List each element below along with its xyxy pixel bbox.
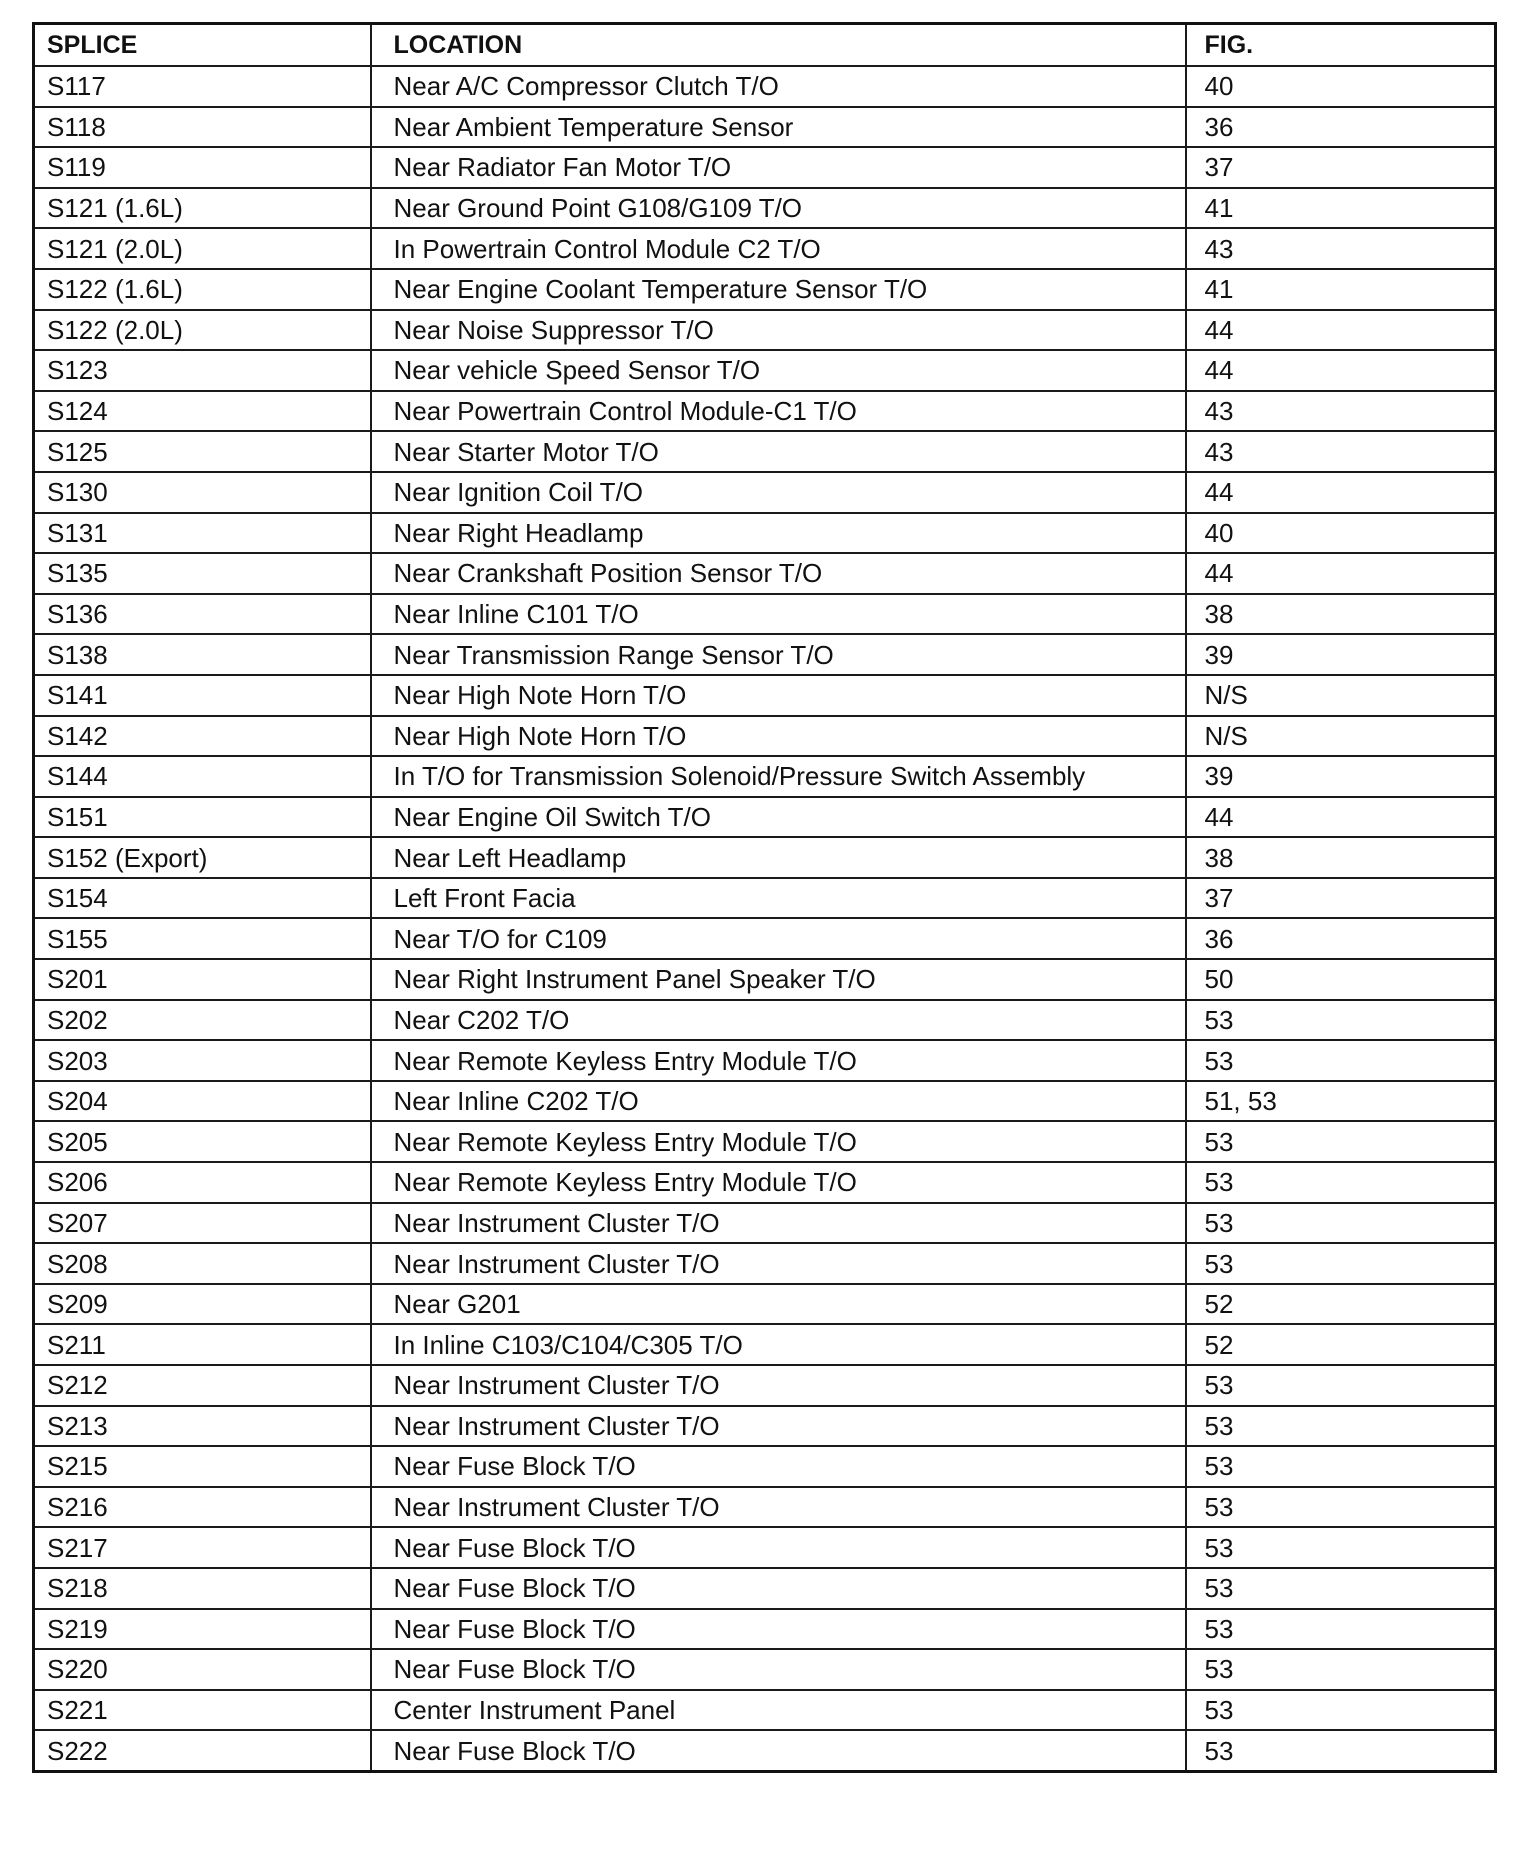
table-row — [34, 1000, 1496, 1041]
cell-location: Near Left Headlamp — [371, 837, 1186, 878]
table-row — [34, 66, 1496, 107]
cell-splice: S122 (1.6L) — [34, 269, 371, 310]
cell-location: Near Crankshaft Position Sensor T/O — [371, 553, 1186, 594]
cell-fig: 44 — [1186, 350, 1496, 391]
table-row — [34, 959, 1496, 1000]
cell-location: Near C202 T/O — [371, 1000, 1186, 1041]
cell-location: Near Right Instrument Panel Speaker T/O — [371, 959, 1186, 1000]
table-row — [34, 1284, 1496, 1325]
table-row — [34, 1324, 1496, 1365]
table-header-row — [34, 24, 1496, 67]
table-row — [34, 716, 1496, 757]
table-row — [34, 1730, 1496, 1771]
cell-location: Near Fuse Block T/O — [371, 1730, 1186, 1771]
cell-location: Near Remote Keyless Entry Module T/O — [371, 1162, 1186, 1203]
cell-splice: S142 — [34, 716, 371, 757]
table-row — [34, 431, 1496, 472]
cell-splice: S209 — [34, 1284, 371, 1325]
cell-splice: S155 — [34, 918, 371, 959]
cell-splice: S124 — [34, 391, 371, 432]
cell-location: In T/O for Transmission Solenoid/Pressure Switch Assembly — [371, 756, 1186, 797]
cell-fig: 37 — [1186, 878, 1496, 919]
cell-fig: 36 — [1186, 107, 1496, 148]
table-row — [34, 1649, 1496, 1690]
table-body — [34, 66, 1496, 1771]
table-row — [34, 472, 1496, 513]
cell-fig: 53 — [1186, 1243, 1496, 1284]
cell-splice: S222 — [34, 1730, 371, 1771]
cell-location: Left Front Facia — [371, 878, 1186, 919]
cell-location: Near Ambient Temperature Sensor — [371, 107, 1186, 148]
table-row — [34, 107, 1496, 148]
table-row — [34, 1162, 1496, 1203]
table-row — [34, 553, 1496, 594]
cell-fig: N/S — [1186, 675, 1496, 716]
cell-location: Near Fuse Block T/O — [371, 1609, 1186, 1650]
cell-splice: S205 — [34, 1121, 371, 1162]
cell-fig: 50 — [1186, 959, 1496, 1000]
table-row — [34, 228, 1496, 269]
cell-splice: S154 — [34, 878, 371, 919]
header-fig: FIG. — [1186, 24, 1496, 67]
table-row — [34, 1040, 1496, 1081]
table-row — [34, 1081, 1496, 1122]
cell-fig: 53 — [1186, 1121, 1496, 1162]
table-row — [34, 1406, 1496, 1447]
cell-location: Near Ignition Coil T/O — [371, 472, 1186, 513]
table-row — [34, 837, 1496, 878]
table-row — [34, 797, 1496, 838]
cell-location: Near Remote Keyless Entry Module T/O — [371, 1121, 1186, 1162]
cell-fig: 51, 53 — [1186, 1081, 1496, 1122]
cell-location: Center Instrument Panel — [371, 1690, 1186, 1731]
cell-fig: 44 — [1186, 310, 1496, 351]
cell-fig: 53 — [1186, 1730, 1496, 1771]
cell-fig: 41 — [1186, 188, 1496, 229]
cell-splice: S135 — [34, 553, 371, 594]
cell-splice: S218 — [34, 1568, 371, 1609]
table-row — [34, 147, 1496, 188]
cell-fig: 44 — [1186, 553, 1496, 594]
table-row — [34, 878, 1496, 919]
cell-location: Near Radiator Fan Motor T/O — [371, 147, 1186, 188]
cell-location: Near A/C Compressor Clutch T/O — [371, 66, 1186, 107]
cell-location: Near Instrument Cluster T/O — [371, 1243, 1186, 1284]
cell-fig: 36 — [1186, 918, 1496, 959]
cell-location: Near T/O for C109 — [371, 918, 1186, 959]
cell-splice: S207 — [34, 1203, 371, 1244]
cell-fig: N/S — [1186, 716, 1496, 757]
cell-splice: S206 — [34, 1162, 371, 1203]
cell-fig: 53 — [1186, 1162, 1496, 1203]
cell-location: Near Instrument Cluster T/O — [371, 1406, 1186, 1447]
cell-splice: S123 — [34, 350, 371, 391]
cell-location: Near Fuse Block T/O — [371, 1446, 1186, 1487]
cell-splice: S201 — [34, 959, 371, 1000]
table-row — [34, 1446, 1496, 1487]
cell-fig: 44 — [1186, 797, 1496, 838]
cell-fig: 43 — [1186, 228, 1496, 269]
cell-fig: 53 — [1186, 1609, 1496, 1650]
cell-splice: S221 — [34, 1690, 371, 1731]
cell-splice: S141 — [34, 675, 371, 716]
cell-splice: S131 — [34, 513, 371, 554]
table-row — [34, 1203, 1496, 1244]
cell-location: Near High Note Horn T/O — [371, 675, 1186, 716]
cell-location: Near G201 — [371, 1284, 1186, 1325]
cell-splice: S220 — [34, 1649, 371, 1690]
table-row — [34, 1527, 1496, 1568]
header-location: LOCATION — [371, 24, 1186, 67]
cell-splice: S202 — [34, 1000, 371, 1041]
cell-location: Near Engine Coolant Temperature Sensor T/O — [371, 269, 1186, 310]
cell-fig: 52 — [1186, 1284, 1496, 1325]
cell-fig: 41 — [1186, 269, 1496, 310]
cell-location: In Inline C103/C104/C305 T/O — [371, 1324, 1186, 1365]
cell-location: Near Fuse Block T/O — [371, 1568, 1186, 1609]
cell-splice: S125 — [34, 431, 371, 472]
table-row — [34, 1609, 1496, 1650]
table-row — [34, 1690, 1496, 1731]
cell-location: Near Instrument Cluster T/O — [371, 1365, 1186, 1406]
table-row — [34, 310, 1496, 351]
cell-splice: S212 — [34, 1365, 371, 1406]
cell-splice: S121 (1.6L) — [34, 188, 371, 229]
cell-fig: 40 — [1186, 66, 1496, 107]
cell-fig: 53 — [1186, 1040, 1496, 1081]
cell-fig: 53 — [1186, 1527, 1496, 1568]
cell-splice: S119 — [34, 147, 371, 188]
cell-location: Near Powertrain Control Module-C1 T/O — [371, 391, 1186, 432]
cell-splice: S152 (Export) — [34, 837, 371, 878]
table-row — [34, 188, 1496, 229]
cell-location: Near Inline C202 T/O — [371, 1081, 1186, 1122]
cell-location: Near Right Headlamp — [371, 513, 1186, 554]
cell-location: Near Inline C101 T/O — [371, 594, 1186, 635]
cell-fig: 53 — [1186, 1690, 1496, 1731]
cell-location: Near Fuse Block T/O — [371, 1527, 1186, 1568]
cell-fig: 53 — [1186, 1568, 1496, 1609]
cell-location: Near High Note Horn T/O — [371, 716, 1186, 757]
cell-fig: 53 — [1186, 1406, 1496, 1447]
splice-table-sheet — [32, 22, 1494, 1773]
cell-splice: S130 — [34, 472, 371, 513]
cell-splice: S217 — [34, 1527, 371, 1568]
table-row — [34, 391, 1496, 432]
cell-splice: S144 — [34, 756, 371, 797]
cell-splice: S151 — [34, 797, 371, 838]
cell-fig: 40 — [1186, 513, 1496, 554]
table-row — [34, 1487, 1496, 1528]
table-row — [34, 513, 1496, 554]
cell-location: Near Remote Keyless Entry Module T/O — [371, 1040, 1186, 1081]
cell-fig: 53 — [1186, 1365, 1496, 1406]
cell-location: Near Starter Motor T/O — [371, 431, 1186, 472]
cell-splice: S213 — [34, 1406, 371, 1447]
splice-table — [32, 22, 1497, 1773]
cell-fig: 52 — [1186, 1324, 1496, 1365]
cell-fig: 39 — [1186, 634, 1496, 675]
cell-splice: S204 — [34, 1081, 371, 1122]
cell-splice: S121 (2.0L) — [34, 228, 371, 269]
cell-fig: 53 — [1186, 1446, 1496, 1487]
table-row — [34, 269, 1496, 310]
cell-fig: 53 — [1186, 1000, 1496, 1041]
cell-fig: 44 — [1186, 472, 1496, 513]
cell-fig: 38 — [1186, 837, 1496, 878]
header-splice: SPLICE — [34, 24, 371, 67]
table-row — [34, 1568, 1496, 1609]
cell-splice: S117 — [34, 66, 371, 107]
cell-splice: S203 — [34, 1040, 371, 1081]
cell-location: Near Transmission Range Sensor T/O — [371, 634, 1186, 675]
cell-location: Near Engine Oil Switch T/O — [371, 797, 1186, 838]
cell-splice: S216 — [34, 1487, 371, 1528]
table-row — [34, 1243, 1496, 1284]
cell-location: Near Fuse Block T/O — [371, 1649, 1186, 1690]
cell-location: Near Noise Suppressor T/O — [371, 310, 1186, 351]
cell-splice: S122 (2.0L) — [34, 310, 371, 351]
table-row — [34, 918, 1496, 959]
cell-splice: S208 — [34, 1243, 371, 1284]
table-row — [34, 1365, 1496, 1406]
cell-fig: 43 — [1186, 431, 1496, 472]
cell-fig: 53 — [1186, 1487, 1496, 1528]
cell-fig: 53 — [1186, 1203, 1496, 1244]
cell-splice: S138 — [34, 634, 371, 675]
cell-fig: 43 — [1186, 391, 1496, 432]
cell-fig: 38 — [1186, 594, 1496, 635]
cell-location: Near vehicle Speed Sensor T/O — [371, 350, 1186, 391]
table-row — [34, 634, 1496, 675]
cell-splice: S211 — [34, 1324, 371, 1365]
cell-fig: 39 — [1186, 756, 1496, 797]
cell-fig: 37 — [1186, 147, 1496, 188]
cell-splice: S136 — [34, 594, 371, 635]
table-row — [34, 756, 1496, 797]
cell-fig: 53 — [1186, 1649, 1496, 1690]
table-row — [34, 1121, 1496, 1162]
cell-location: Near Instrument Cluster T/O — [371, 1203, 1186, 1244]
table-row — [34, 350, 1496, 391]
cell-location: In Powertrain Control Module C2 T/O — [371, 228, 1186, 269]
cell-splice: S215 — [34, 1446, 371, 1487]
cell-location: Near Ground Point G108/G109 T/O — [371, 188, 1186, 229]
table-row — [34, 675, 1496, 716]
cell-location: Near Instrument Cluster T/O — [371, 1487, 1186, 1528]
cell-splice: S118 — [34, 107, 371, 148]
cell-splice: S219 — [34, 1609, 371, 1650]
table-row — [34, 594, 1496, 635]
